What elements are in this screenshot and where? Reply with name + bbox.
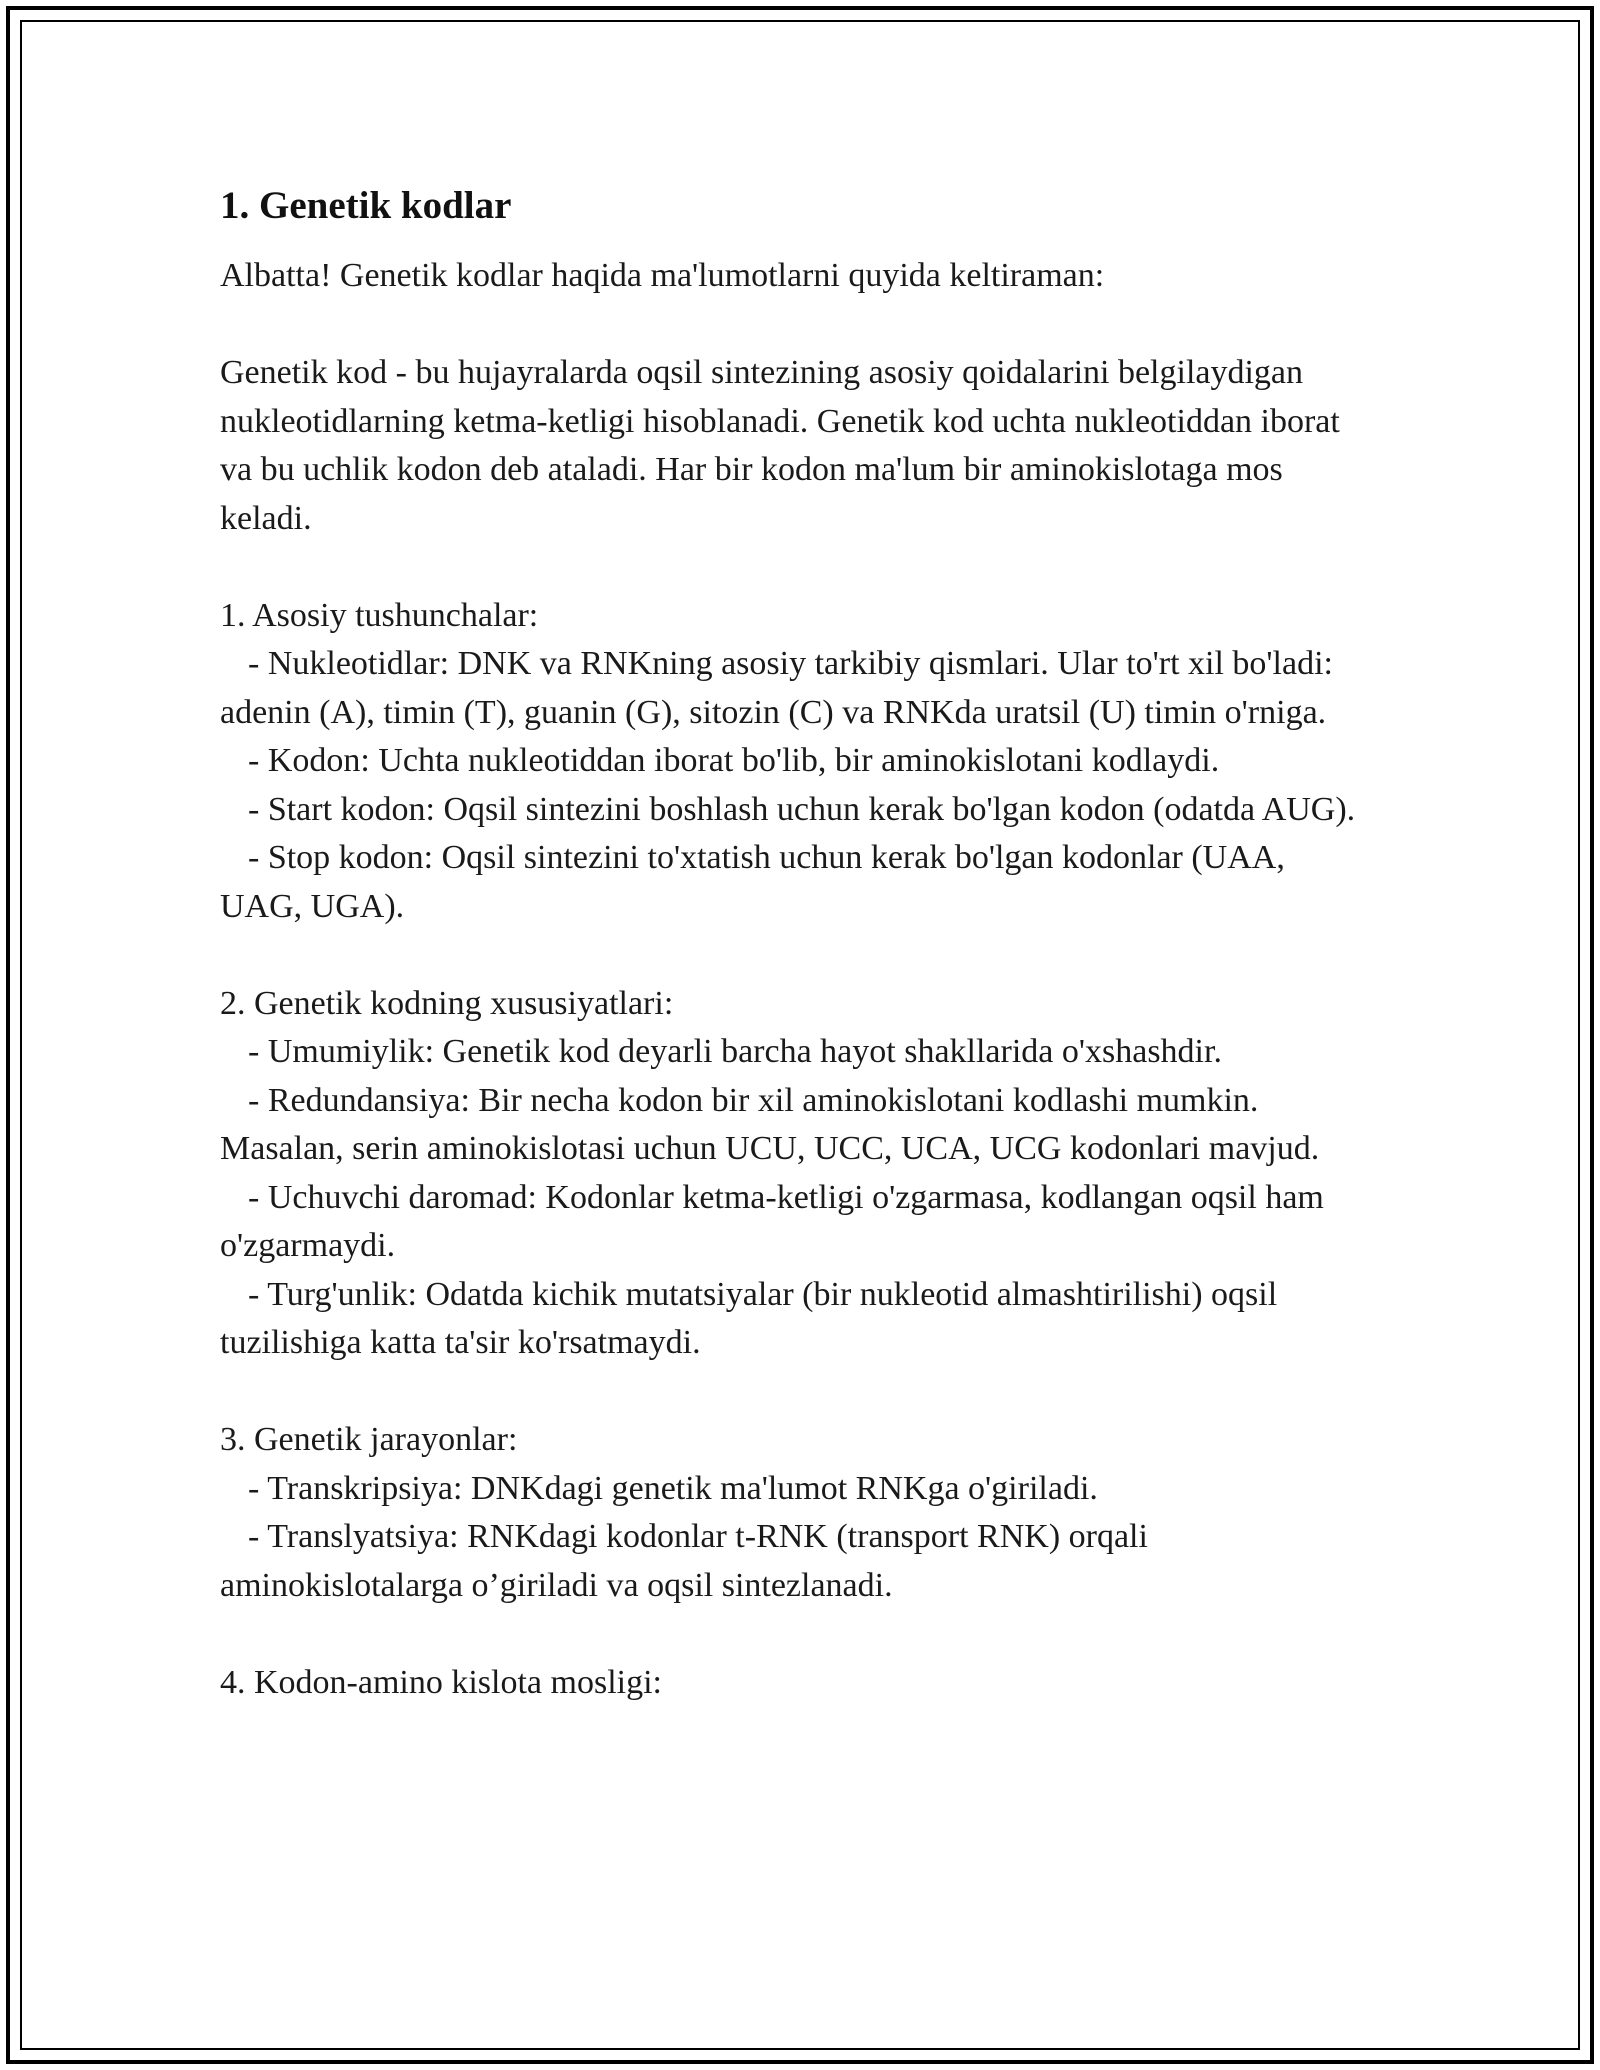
intro-paragraph: Albatta! Genetik kodlar haqida ma'lumotlarni quyida keltiraman: [220, 257, 1105, 294]
list-item: - Uchuvchi daromad: Kodonlar ketma-ketligi o'zgarmasa, kodlangan oqsil ham o'zgarmaydi. [220, 1178, 1333, 1264]
list-item: - Nukleotidlar: DNK va RNKning asosiy tarkibiy qismlari. Ular to'rt xil bo'ladi: adenin (A), timin (T), guanin (G), sitozin (C) va RNKda uratsil (U) timin o'rniga. [220, 645, 1342, 731]
section-heading-processes: 3. Genetik jarayonlar: [220, 1421, 518, 1458]
list-item: - Redundansiya: Bir necha kodon bir xil aminokislotani kodlashi mumkin. Masalan, serin aminokislotasi uchun UCU, UCC, UCA, UCG kodonlari mavjud. [220, 1081, 1320, 1167]
list-item: - Transkripsiya: DNKdagi genetik ma'lumot RNKga o'giriladi. [248, 1469, 1098, 1507]
document-body [220, 180, 1370, 1707]
section-heading-codon-mapping: 4. Kodon-amino kislota mosligi: [220, 1663, 662, 1701]
definition-paragraph: Genetik kod - bu hujayralarda oqsil sintezining asosiy qoidalarini belgilaydigan nukleotidlarning ketma-ketligi hisoblanadi. Genetik kod uchta nukleotiddan iborat va bu uchlik kodon deb ataladi. Har bir kodon ma'lum bir aminokislotaga mos keladi. [220, 354, 1349, 537]
spacer [220, 931, 1370, 980]
spacer [220, 543, 1370, 592]
document-title: 1. Genetik kodlar [220, 184, 512, 227]
section-heading-basics: 1. Asosiy tushunchalar: [220, 596, 539, 634]
spacer [220, 1610, 1370, 1659]
spacer [220, 1368, 1370, 1417]
spacer [220, 301, 1370, 350]
list-item: - Translyatsiya: RNKdagi kodonlar t-RNK (transport RNK) orqali aminokislotalarga o’giriladi va oqsil sintezlanadi. [220, 1518, 1157, 1604]
list-item: - Kodon: Uchta nukleotiddan iborat bo'lib, bir aminokislotani kodlaydi. [248, 742, 1220, 779]
list-item: - Start kodon: Oqsil sintezini boshlash uchun kerak bo'lgan kodon (odatda AUG). [248, 790, 1356, 828]
section-heading-properties: 2. Genetik kodning xususiyatlari: [220, 984, 674, 1022]
list-item: - Turg'unlik: Odatda kichik mutatsiyalar (bir nukleotid almashtirilishi) oqsil tuzilishiga katta ta'sir ko'rsatmaydi. [220, 1275, 1286, 1361]
list-item: - Umumiylik: Genetik kod deyarli barcha hayot shakllarida o'xshashdir. [248, 1033, 1222, 1070]
list-item: - Stop kodon: Oqsil sintezini to'xtatish uchun kerak bo'lgan kodonlar (UAA, UAG, UGA). [220, 839, 1294, 925]
